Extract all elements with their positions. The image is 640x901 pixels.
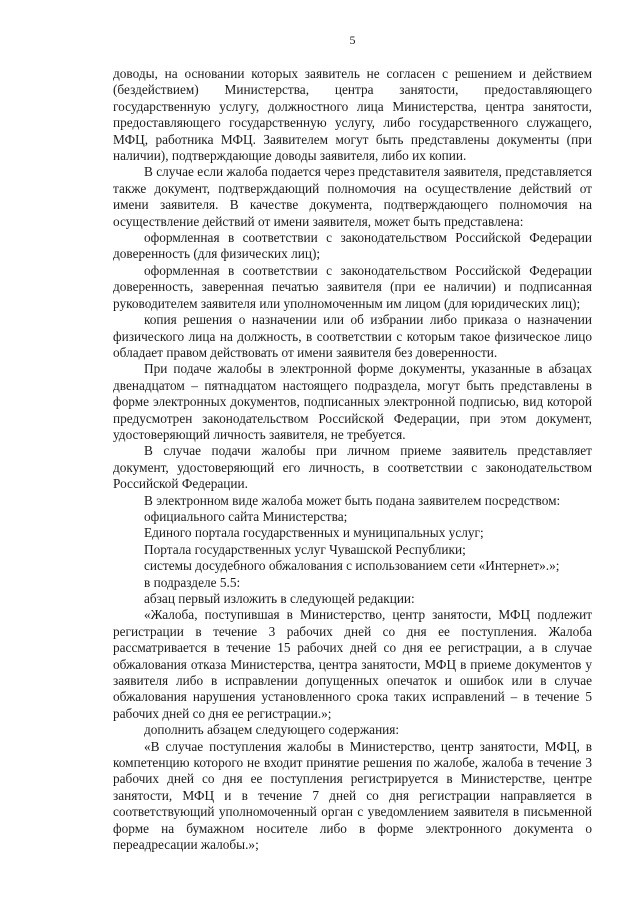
paragraph: «Жалоба, поступившая в Министерство, центр занятости, МФЦ подлежит регистрации в течение 3 рабочих дней со дня ее поступления. Жалоба рассматривается в течение 15 рабочих дней со дня ее регистрации, а в случае обжалования отказа Министерства, центра занятости, МФЦ в приеме документов у заявителя либо в исправлении допущенных опечаток и ошибок или в случае обжалования нарушения установленного срока таких исправлений – в течение 5 рабочих дней со дня ее регистрации.»;: [113, 607, 592, 721]
page-number: 5: [349, 33, 356, 47]
paragraph: копия решения о назначении или об избрании либо приказа о назначении физического лица на должность, в соответствии с которым такое физическое лицо обладает правом действовать от имени заявителя без доверенности.: [113, 312, 592, 360]
paragraph: В электронном виде жалоба может быть подана заявителем посредством:: [144, 492, 561, 508]
paragraph: Портала государственных услуг Чувашской Республики;: [144, 541, 466, 557]
paragraph: дополнить абзацем следующего содержания:: [144, 722, 400, 738]
paragraph: Единого портала государственных и муниципальных услуг;: [144, 525, 484, 541]
paragraph: В случае подачи жалобы при личном приеме заявитель представляет документ, удостоверяющий его личность, в соответствии с законодательством Российской Федерации.: [113, 443, 592, 492]
paragraph: При подаче жалобы в электронной форме документы, указанные в абзацах двенадцатом – пятнадцатом настоящего подраздела, могут быть представлены в форме электронных документов, подписанных электронной подписью, вид которой предусмотрен законодательством Российской Федерации, при этом документ, удостоверяющий личность заявителя, не требуется.: [113, 361, 592, 442]
paragraph: официального сайта Министерства;: [144, 508, 348, 524]
paragraph: системы досудебного обжалования с использованием сети «Интернет».»;: [144, 558, 560, 574]
paragraph: абзац первый изложить в следующей редакции:: [144, 591, 415, 606]
paragraph: в подразделе 5.5:: [144, 574, 241, 590]
paragraph: доводы, на основании которых заявитель не согласен с решением и действием (бездействием) Министерства, центра занятости, предоставляющего государственную услугу, должностного лица Министерства, центра занятости, предоставляющего государственную услугу, либо государственного служащего, МФЦ, работника МФЦ. Заявителем могут быть представлены документы (при наличии), подтверждающие доводы заявителя, либо их копии.: [113, 66, 592, 164]
paragraph: оформленная в соответствии с законодательством Российской Федерации доверенность (для физических лиц);: [113, 230, 592, 262]
paragraph: В случае если жалоба подается через представителя заявителя, представляется также документ, подтверждающий полномочия на осуществление действий от имени заявителя. В качестве документа, подтверждающего полномочия на осуществление действий от имени заявителя, может быть представлена:: [113, 164, 592, 229]
paragraph: оформленная в соответствии с законодательством Российской Федерации доверенность, заверенная печатью заявителя (при ее наличии) и подписанная руководителем заявителя или уполномоченным им лицом (для юридических лиц);: [113, 262, 592, 311]
document-body: [113, 66, 592, 854]
paragraph: «В случае поступления жалобы в Министерство, центр занятости, МФЦ, в компетенцию которого не входит принятие решения по жалобе, жалоба в течение 3 рабочих дней со дня ее поступления регистрируется в Министерстве, центре занятости, МФЦ и в течение 7 дней со дня регистрации направляется в соответствующий уполномоченный орган с уведомлением заявителя в письменной форме на бумажном носителе либо в форме электронного документа о переадресации жалобы.»;: [113, 738, 592, 853]
